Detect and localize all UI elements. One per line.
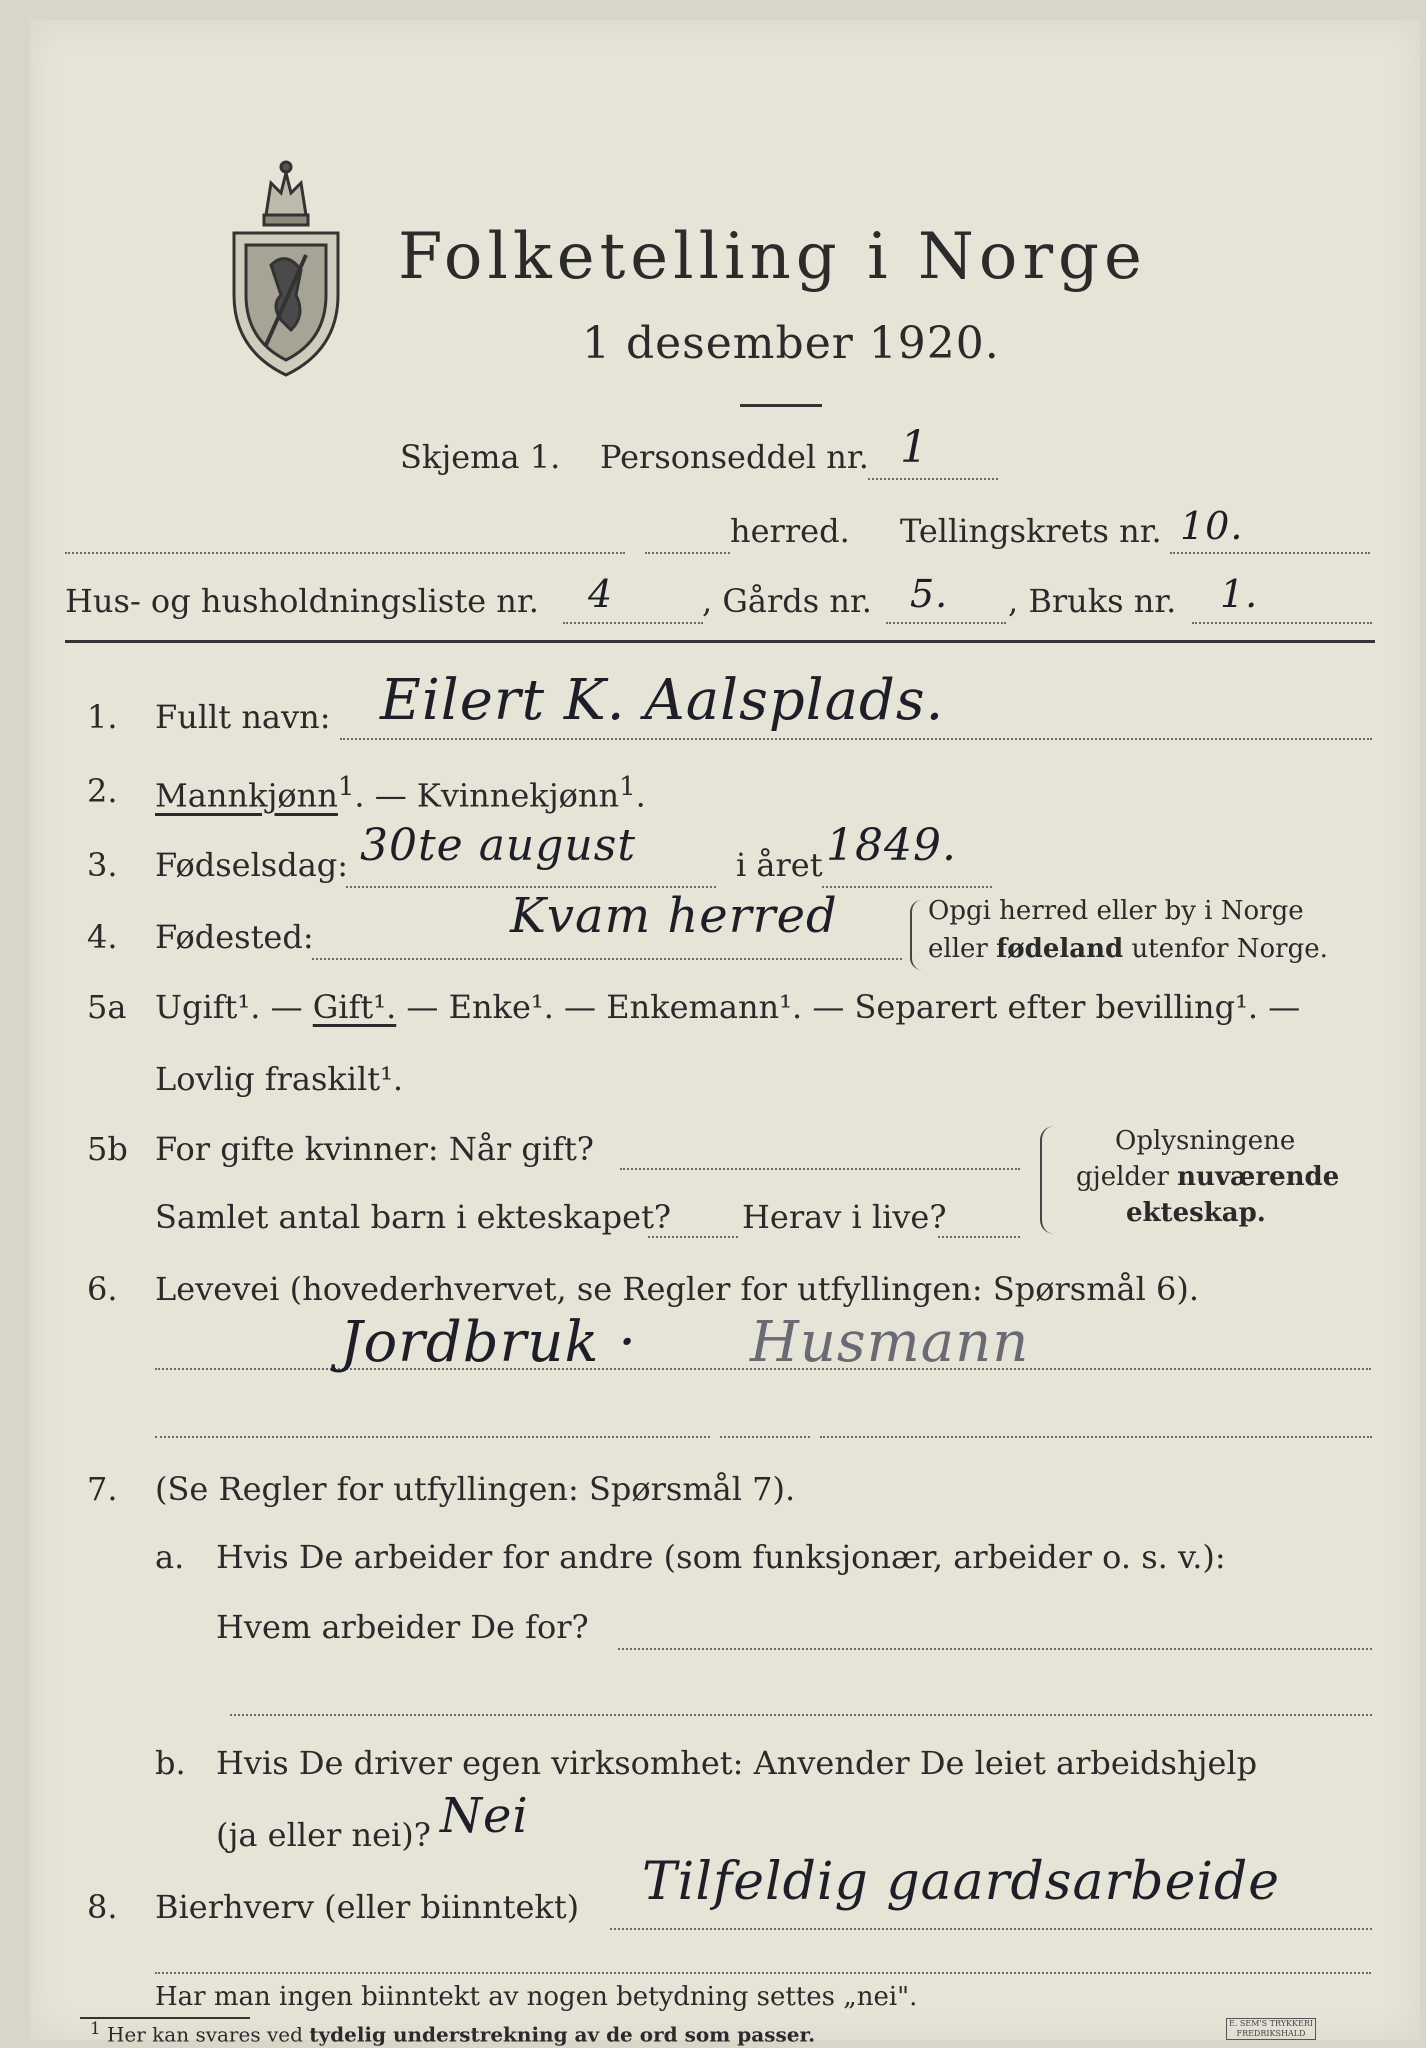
tellingskrets-field[interactable] bbox=[1170, 552, 1370, 554]
herred-field[interactable] bbox=[65, 552, 625, 554]
census-form bbox=[30, 20, 1420, 2047]
footnote: $^1$ Her kan svares ved tydelig understrekning av de ord som passer. bbox=[90, 2019, 816, 2047]
schema-label: Skjema 1. bbox=[400, 438, 561, 476]
q7-number: 7. bbox=[87, 1470, 118, 1508]
side-income-field-2[interactable] bbox=[155, 1972, 1371, 1974]
q7b-label-2: (ja eller nei)? bbox=[216, 1816, 431, 1854]
q4-number: 4. bbox=[87, 918, 118, 956]
q2-number: 2. bbox=[87, 772, 118, 810]
q4-label: Fødested: bbox=[155, 918, 314, 956]
q8-number: 8. bbox=[87, 1888, 118, 1926]
bruks-value: 1. bbox=[1220, 572, 1259, 616]
birthplace-brace bbox=[910, 900, 922, 970]
occupation-value: Jordbruk · bbox=[340, 1310, 637, 1375]
gender-female-option[interactable]: Kvinnekjønn bbox=[416, 776, 620, 815]
coat-of-arms-icon bbox=[226, 155, 346, 380]
side-income-field[interactable] bbox=[610, 1928, 1372, 1930]
herred-field-2[interactable] bbox=[645, 552, 730, 554]
form-title: Folketelling i Norge bbox=[398, 220, 1147, 294]
q1-number: 1. bbox=[87, 698, 118, 736]
title-divider bbox=[740, 404, 822, 407]
herred-label: herred. bbox=[730, 512, 850, 550]
q7a-label: Hvis De arbeider for andre (som funksjonær, arbeider o. s. v.): bbox=[216, 1538, 1226, 1576]
hus-label: Hus- og husholdningsliste nr. bbox=[65, 582, 539, 620]
q1-label: Fullt navn: bbox=[155, 698, 331, 736]
tellingskrets-label: Tellingskrets nr. bbox=[900, 512, 1162, 550]
full-name-value: Eilert K. Aalsplads. bbox=[380, 668, 945, 733]
q3-number: 3. bbox=[87, 846, 118, 884]
printer-stamp: E. SEM'S TRYKKERI FREDRIKSHALD bbox=[1226, 2018, 1316, 2040]
q8-label: Bierhverv (eller biinntekt) bbox=[155, 1888, 580, 1926]
full-name-field[interactable] bbox=[340, 738, 1372, 740]
q7b-label: Hvis De driver egen virksomhet: Anvender De leiet arbeidshjelp bbox=[216, 1744, 1258, 1782]
marriage-note-2: gjelder nuværende bbox=[1076, 1162, 1340, 1192]
marriage-note-brace bbox=[1040, 1126, 1054, 1234]
marital-divorced-option[interactable]: Lovlig fraskilt¹. bbox=[155, 1060, 404, 1098]
marital-other-options[interactable]: — Enke¹. — Enkemann¹. — Separert efter bevilling¹. — bbox=[396, 988, 1301, 1026]
personseddel-field[interactable] bbox=[868, 478, 998, 480]
header-divider bbox=[65, 640, 1375, 643]
gards-value: 5. bbox=[910, 572, 949, 616]
employer-field-1[interactable] bbox=[618, 1648, 1372, 1650]
birthplace-note-1: Opgi herred eller by i Norge bbox=[928, 896, 1304, 926]
q7-label: (Se Regler for utfyllingen: Spørsmål 7). bbox=[155, 1470, 796, 1508]
gards-field[interactable] bbox=[886, 622, 1006, 624]
q5b-number: 5b bbox=[87, 1130, 128, 1168]
birthplace-field[interactable] bbox=[312, 958, 902, 960]
q7a-letter: a. bbox=[155, 1538, 185, 1576]
birth-year-field[interactable] bbox=[822, 886, 992, 888]
hus-field[interactable] bbox=[563, 622, 703, 624]
birthplace-value: Kvam herred bbox=[510, 888, 838, 944]
tellingskrets-value: 10. bbox=[1180, 504, 1244, 548]
side-income-value: Tilfeldig gaardsarbeide bbox=[642, 1852, 1281, 1912]
birthday-value: 30te august bbox=[360, 820, 637, 871]
bruks-label: , Bruks nr. bbox=[1008, 582, 1177, 620]
personseddel-label: Personseddel nr. bbox=[600, 438, 869, 476]
bruks-field[interactable] bbox=[1192, 622, 1372, 624]
gender-male-option[interactable]: Mannkjønn bbox=[155, 776, 338, 815]
marital-status-line bbox=[155, 988, 1300, 1026]
hired-help-value: Nei bbox=[440, 1788, 529, 1844]
q6-label: Levevei (hovederhvervet, se Regler for utfyllingen: Spørsmål 6). bbox=[155, 1270, 1200, 1308]
children-alive-field[interactable] bbox=[938, 1236, 1020, 1238]
marriage-note-1: Oplysningene bbox=[1115, 1126, 1296, 1156]
occupation-field-4[interactable] bbox=[820, 1436, 1372, 1438]
marriage-note-3: ekteskap. bbox=[1126, 1198, 1266, 1228]
q3-label: Fødselsdag: bbox=[155, 846, 349, 884]
children-total-field[interactable] bbox=[648, 1236, 738, 1238]
marital-married-option[interactable]: Gift¹. bbox=[312, 988, 397, 1026]
personseddel-value: 1 bbox=[900, 422, 929, 473]
birth-year-value: 1849. bbox=[826, 820, 957, 871]
form-date: 1 desember 1920. bbox=[582, 318, 1000, 369]
occupation-field-3[interactable] bbox=[720, 1436, 810, 1438]
gender-line: Mannkjønn$^1$. — Kvinnekjønn$^1$. bbox=[155, 772, 646, 815]
gards-label: , Gårds nr. bbox=[702, 582, 872, 620]
q6-number: 6. bbox=[87, 1270, 118, 1308]
birthplace-note-2: eller fødeland utenfor Norge. bbox=[928, 934, 1328, 964]
footer-note: Har man ingen biinntekt av nogen betydning settes „nei". bbox=[155, 1982, 918, 2012]
married-when-label: For gifte kvinner: Når gift? bbox=[155, 1130, 594, 1168]
q7a-label-2: Hvem arbeider De for? bbox=[216, 1608, 589, 1646]
occupation-value-2: Husmann bbox=[750, 1310, 1030, 1375]
marital-unmarried-option[interactable]: Ugift¹. — bbox=[155, 988, 313, 1026]
employer-field-2[interactable] bbox=[230, 1714, 1372, 1716]
year-label: i året bbox=[736, 846, 823, 884]
married-when-field[interactable] bbox=[620, 1168, 1020, 1170]
q5a-number: 5a bbox=[87, 988, 127, 1026]
q7b-letter: b. bbox=[155, 1744, 186, 1782]
occupation-field-2[interactable] bbox=[155, 1436, 710, 1438]
children-total-label: Samlet antal barn i ekteskapet? bbox=[155, 1198, 672, 1236]
hus-value: 4 bbox=[588, 572, 614, 616]
children-alive-label: Herav i live? bbox=[742, 1198, 947, 1236]
